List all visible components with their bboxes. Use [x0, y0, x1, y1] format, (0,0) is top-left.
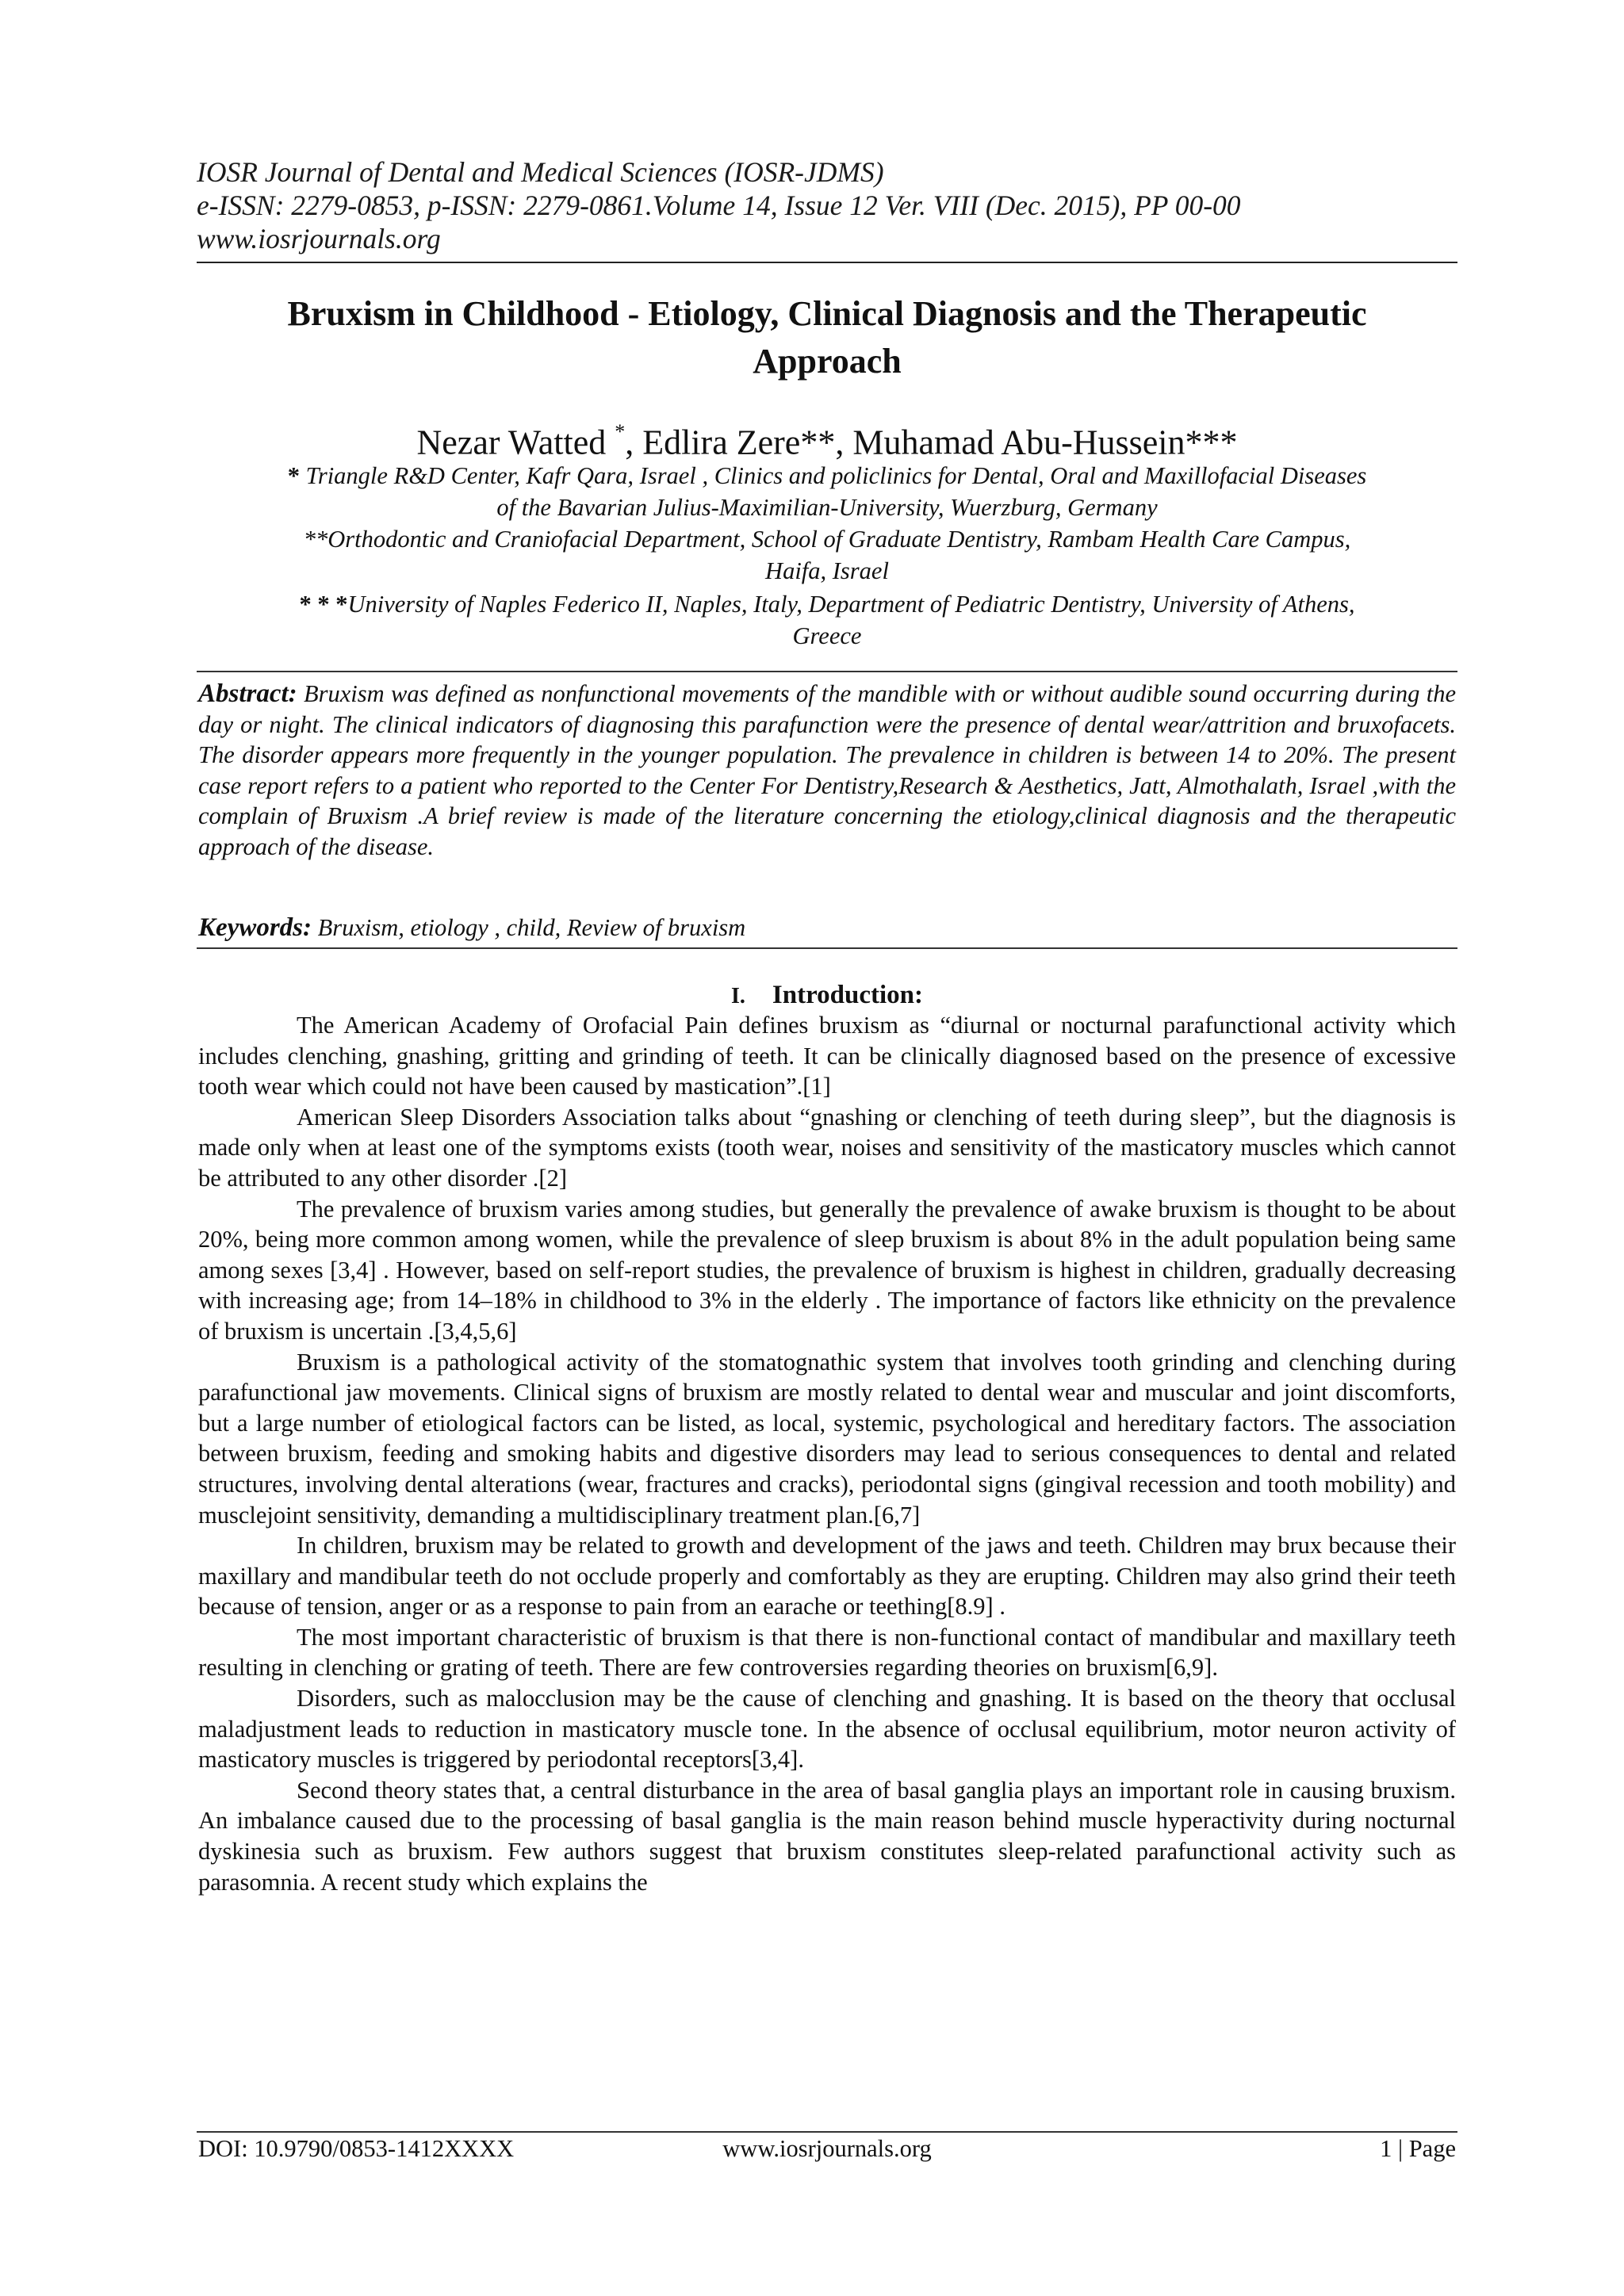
section-number: I.: [731, 984, 745, 1008]
abstract-label: Abstract:: [198, 679, 297, 708]
affiliation-2-line-1: **Orthodontic and Craniofacial Department, School of Graduate Dentistry, Rambam Health Care Campus,: [303, 526, 1351, 553]
paper-title: [197, 290, 1457, 385]
keywords-label: Keywords:: [198, 913, 312, 942]
footer-website: www.iosrjournals.org: [722, 2135, 932, 2162]
affiliation-3-line-2: Greece: [792, 622, 862, 649]
affiliation-3-mark: * * *: [299, 591, 348, 618]
footer-doi: DOI: 10.9790/0853-1412XXXX: [198, 2135, 515, 2162]
header-divider: [197, 262, 1457, 263]
keywords-text: Bruxism, etiology , child, Review of bruxism: [317, 914, 746, 941]
abstract-bottom-divider: [197, 947, 1457, 949]
abstract-text: Bruxism was defined as nonfunctional movements of the mandible with or without audible sound occurring during the day or night. The clinical indicators of diagnosing this parafunction were the presence of dental wear/attrition and bruxofacets. The disorder appears more frequently in the younger population. The prevalence in children is between 14 to 20%. The present case report refers to a patient who reported to the Center For Dentistry,Research & Aesthetics, Jatt, Almothalath, Israel ,with the complain of Bruxism .A brief review is made of the literature concerning the etiology,clinical diagnosis and the therapeutic approach of the disease.: [198, 680, 1457, 860]
affiliation-3-line-1: University of Naples Federico II, Naples, Italy, Department of Pediatric Dentistry, University of Athens,: [347, 591, 1355, 618]
affiliation-1-line-1: Triangle R&D Center, Kafr Qara, Israel , Clinics and policlinics for Dental, Oral and Maxillofacial Diseases: [299, 462, 1367, 489]
paragraph: In children, bruxism may be related to growth and development of the jaws and teeth. Children may brux because their maxillary and mandibular teeth do not occlude properly and comfortably as they are erupting. Children may also grind their teeth because of tension, anger or as a response to pain from an earache or teething[8.9] .: [198, 1532, 1456, 1621]
paragraph: Second theory states that, a central disturbance in the area of basal ganglia plays an important role in causing bruxism. An imbalance caused due to the processing of basal ganglia is the main reason behind muscle hyperactivity during nocturnal dyskinesia such as bruxism. Few authors suggest that bruxism constitutes sleep-related parafunctional activity such as parasomnia. A recent study which explains the: [198, 1776, 1456, 1896]
other-authors: , Edlira Zere**, Muhamad Abu-Hussein***: [625, 423, 1238, 462]
page-footer: [198, 2133, 1456, 2164]
abstract: [198, 679, 1456, 862]
affiliation-3: [197, 588, 1457, 652]
affiliation-1-mark: *: [287, 462, 300, 489]
section-heading: [197, 979, 1457, 1012]
journal-issn: e-ISSN: 2279-0853, p-ISSN: 2279-0861.Volume 14, Issue 12 Ver. VIII (Dec. 2015), PP 00-00: [197, 189, 1241, 221]
paragraph: The prevalence of bruxism varies among studies, but generally the prevalence of awake bruxism is thought to be about 20%, being more common among women, while the prevalence of sleep bruxism is about 8% in the adult population being same among sexes [3,4] . However, based on self-report studies, the prevalence of bruxism is highest in children, gradually decreasing with increasing age; from 14–18% in childhood to 3% in the elderly . The importance of factors like ethnicity on the prevalence of bruxism is uncertain .[3,4,5,6]: [198, 1195, 1456, 1345]
author-list: [197, 412, 1457, 466]
footer-page-number: 1 | Page: [1380, 2135, 1456, 2162]
paragraph: American Sleep Disorders Association talks about “gnashing or clenching of teeth during sleep”, but the diagnosis is made only when at least one of the symptoms exists (tooth wear, noises and sensitivity of the masticatory muscles which cannot be attributed to any other disorder .[2]: [198, 1103, 1456, 1192]
section-title: Introduction:: [772, 981, 923, 1009]
affiliation-1: [197, 460, 1457, 523]
author-1: Nezar Watted: [416, 423, 607, 462]
affiliation-1-line-2: of the Bavarian Julius-Maximilian-University, Wuerzburg, Germany: [496, 494, 1158, 521]
paragraph: Disorders, such as malocclusion may be the cause of clenching and gnashing. It is based on the theory that occlusal maladjustment leads to reduction in masticatory muscle tone. In the absence of occlusal equilibrium, motor neuron activity of masticatory muscles is triggered by periodontal receptors[3,4].: [198, 1685, 1456, 1774]
affiliation-2: [197, 523, 1457, 587]
paragraph: The most important characteristic of bruxism is that there is non-functional contact of mandibular and maxillary teeth resulting in clenching or grating of teeth. There are few controversies regarding theories on bruxism[6,9].: [198, 1623, 1456, 1682]
body-text: [198, 1010, 1456, 1897]
abstract-top-divider: [197, 671, 1457, 672]
paragraph: Bruxism is a pathological activity of the stomatognathic system that involves tooth grinding and clenching during parafunctional jaw movements. Clinical signs of bruxism are mostly related to dental wear and muscular and joint discomforts, but a large number of etiological factors can be listed, as local, systemic, psychological and hereditary factors. The association between bruxism, feeding and smoking habits and digestive disorders may lead to serious consequences to dental and related structures, involving dental alterations (wear, fractures and cracks), periodontal signs (gingival recession and tooth mobility) and musclejoint sensitivity, demanding a multidisciplinary treatment plan.[6,7]: [198, 1348, 1456, 1529]
journal-name: IOSR Journal of Dental and Medical Sciences (IOSR-JDMS): [197, 156, 884, 188]
paragraph: The American Academy of Orofacial Pain defines bruxism as “diurnal or nocturnal parafunctional activity which includes clenching, gnashing, gritting and grinding of teeth. It can be clinically diagnosed based on the presence of excessive tooth wear which could not have been caused by mastication”.[1]: [198, 1012, 1456, 1100]
author-1-mark: *: [615, 420, 626, 443]
title-line-1: Bruxism in Childhood - Etiology, Clinical Diagnosis and the Therapeutic: [287, 294, 1367, 333]
affiliation-2-line-2: Haifa, Israel: [765, 557, 889, 584]
title-line-2: Approach: [753, 342, 902, 381]
keywords: [198, 912, 1456, 943]
journal-header: [197, 155, 1457, 255]
journal-website: www.iosrjournals.org: [197, 223, 441, 254]
